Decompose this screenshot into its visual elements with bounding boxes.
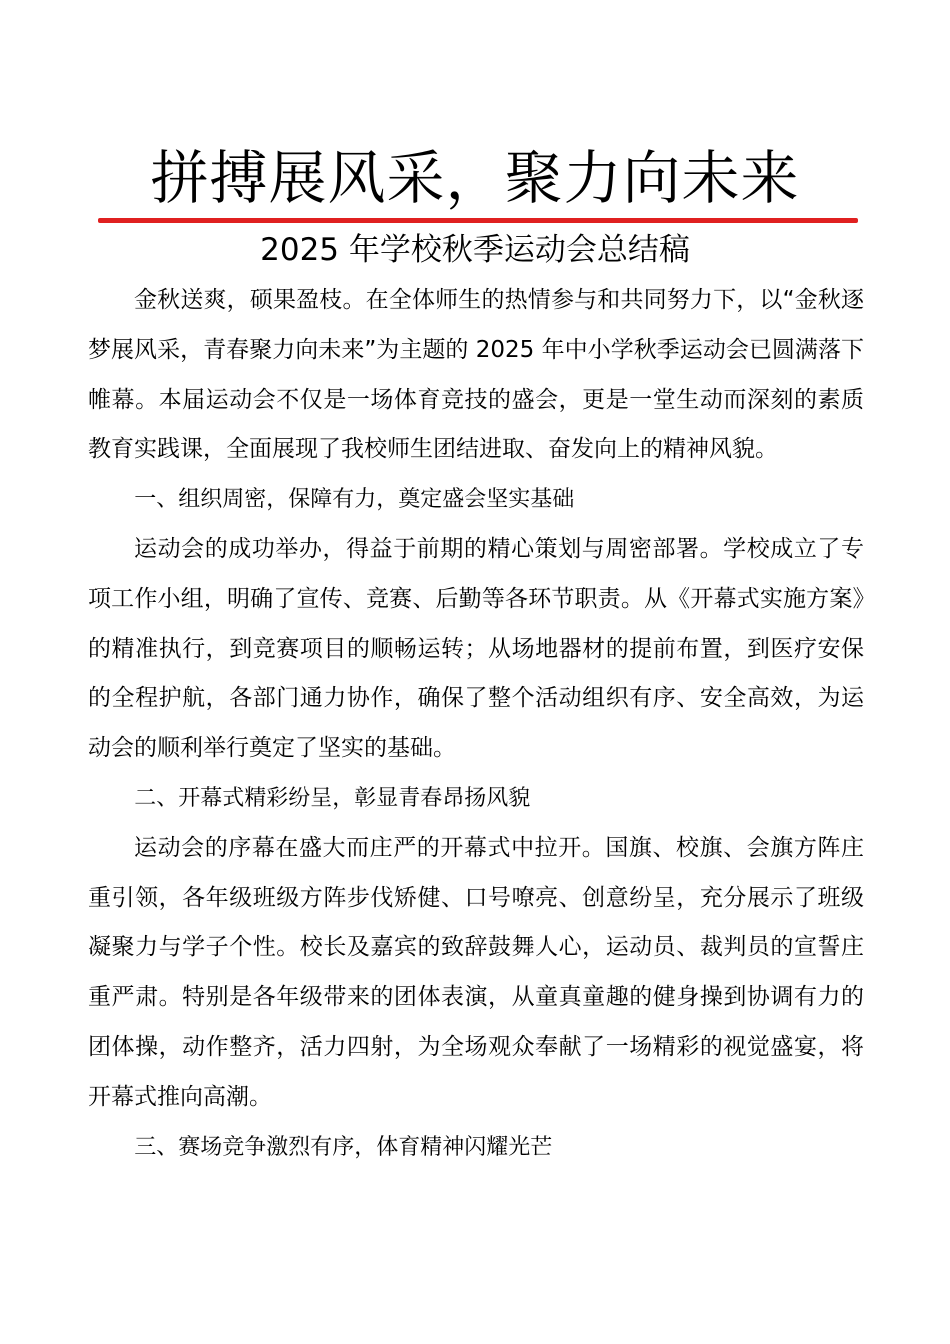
- document-subtitle: 2025 年学校秋季运动会总结稿: [260, 232, 690, 268]
- section-heading-1: 一、组织周密，保障有力，奠定盛会坚实基础: [134, 487, 575, 513]
- section-heading-2: 二、开幕式精彩纷呈，彰显青春昂扬风貌: [134, 785, 531, 811]
- intro-paragraph: 金秋送爽，硕果盈枝。在全体师生的热情参与和共同努力下，以“金秋逐梦展风采，青春聚力向未来”为主题的 2025 年中小学秋季运动会已圆满落下帷幕。本届运动会不仅是一场体育竞技的盛会，更是一堂生动而深刻的素质教育实践课，全面展现了我校师生团结进取、奋发向上的精神风貌。: [88, 287, 864, 463]
- section-heading-3: 三、赛场竞争激烈有序，体育精神闪耀光芒: [134, 1134, 553, 1160]
- section-paragraph-1: 运动会的成功举办，得益于前期的精心策划与周密部署。学校成立了专项工作小组，明确了宣传、竞赛、后勤等各环节职责。从《开幕式实施方案》的精准执行，到竞赛项目的顺畅运转；从场地器材的提前布置，到医疗安保的全程护航，各部门通力协作，确保了整个活动组织有序、安全高效，为运动会的顺利举行奠定了坚实的基础。: [88, 535, 864, 762]
- document-body: [88, 276, 864, 1172]
- document-title: 拼搏展风采，聚力向未来: [150, 144, 800, 212]
- section-paragraph-2: 运动会的序幕在盛大而庄严的开幕式中拉开。国旗、校旗、会旗方阵庄重引领，各年级班级方阵步伐矫健、口号嘹亮、创意纷呈，充分展示了班级凝聚力与学子个性。校长及嘉宾的致辞鼓舞人心，运动员、裁判员的宣誓庄重严肃。特别是各年级带来的团体表演，从童真童趣的健身操到协调有力的团体操，动作整齐，活力四射，为全场观众奉献了一场精彩的视觉盛宴，将开幕式推向高潮。: [88, 834, 864, 1110]
- title-divider-line: [98, 218, 858, 223]
